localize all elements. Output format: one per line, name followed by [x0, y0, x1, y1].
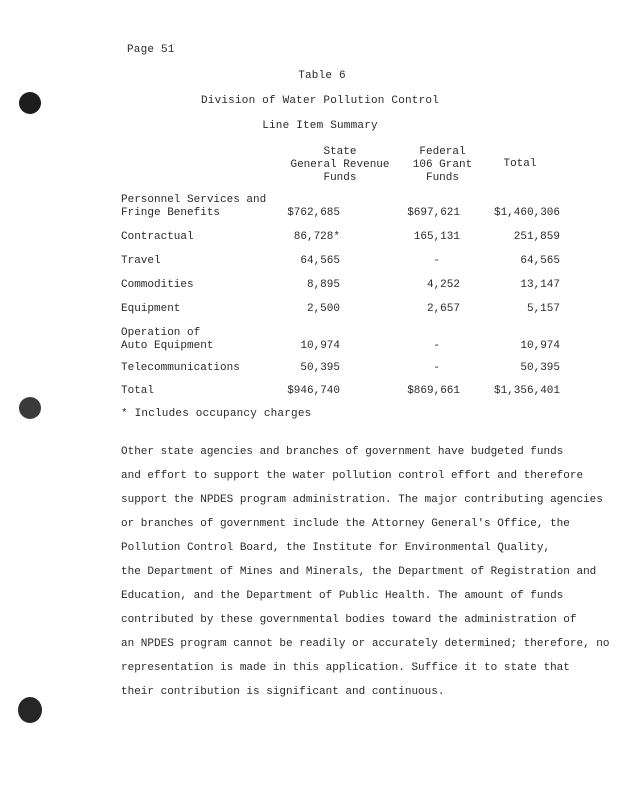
paragraph-line: and effort to support the water pollution control effort and therefore — [121, 470, 584, 482]
punch-hole-top — [19, 92, 41, 114]
table-number: Table 6 — [298, 70, 346, 82]
cell-total: 64,565 — [520, 255, 560, 267]
cell-state: 2,500 — [306, 303, 340, 315]
paragraph-line: the Department of Mines and Minerals, the Department of Registration and — [121, 566, 597, 578]
column-header-state-line: Funds — [323, 172, 357, 184]
page-number: Page 51 — [127, 44, 175, 56]
cell-state: $946,740 — [287, 385, 340, 397]
punch-hole-bottom — [18, 697, 42, 723]
row-label-line: Fringe Benefits — [121, 207, 221, 219]
row-label-line: Auto Equipment — [121, 340, 214, 352]
paragraph-line: or branches of government include the Attorney General's Office, the — [121, 518, 570, 530]
table-row-label: Total — [121, 385, 155, 397]
table-footnote: * Includes occupancy charges — [121, 408, 312, 420]
paragraph-line: their contribution is significant and continuous. — [121, 686, 445, 698]
cell-state: $762,685 — [287, 207, 340, 219]
paragraph-line: Pollution Control Board, the Institute for Environmental Quality, — [121, 542, 551, 554]
paragraph-line: an NPDES program cannot be readily or accurately determined; therefore, no — [121, 638, 610, 650]
column-header-total: Total — [503, 158, 537, 170]
cell-total: 50,395 — [520, 362, 560, 374]
punch-hole-middle — [19, 397, 41, 419]
cell-federal: 165,131 — [413, 231, 460, 243]
table-subtitle: Line Item Summary — [262, 120, 378, 132]
table-row-label — [121, 327, 213, 353]
cell-total: 5,157 — [526, 303, 560, 315]
table-row-label: Travel — [121, 255, 161, 267]
row-label-line: Personnel Services and — [121, 194, 267, 206]
cell-federal: 4,252 — [426, 279, 460, 291]
column-header-state — [285, 146, 395, 185]
cell-total: 251,859 — [513, 231, 560, 243]
table-row-label: Commodities — [121, 279, 194, 291]
cell-state: 86,728* — [293, 231, 340, 243]
cell-total: 13,147 — [520, 279, 560, 291]
column-header-federal-line: 106 Grant — [412, 159, 473, 171]
cell-federal: - — [433, 362, 440, 374]
paragraph-line: contributed by these governmental bodies toward the administration of — [121, 614, 577, 626]
cell-total: $1,460,306 — [493, 207, 560, 219]
paragraph-line: Education, and the Department of Public Health. The amount of funds — [121, 590, 564, 602]
cell-state: 10,974 — [300, 340, 340, 352]
cell-state: 8,895 — [306, 279, 340, 291]
cell-federal: - — [433, 340, 440, 352]
paragraph-line: representation is made in this application. Suffice it to state that — [121, 662, 570, 674]
column-header-federal-line: Federal — [419, 146, 466, 158]
cell-federal: - — [433, 255, 440, 267]
cell-state: 50,395 — [300, 362, 340, 374]
table-row-label: Telecommunications — [121, 362, 240, 374]
paragraph-line: Other state agencies and branches of government have budgeted funds — [121, 446, 564, 458]
cell-total: 10,974 — [520, 340, 560, 352]
column-header-federal — [400, 146, 485, 185]
column-header-federal-line: Funds — [425, 172, 459, 184]
row-label-line: Operation of — [121, 327, 201, 339]
cell-federal: $697,621 — [407, 207, 460, 219]
paragraph-line: support the NPDES program administration. The major contributing agencies — [121, 494, 603, 506]
column-header-state-line: State — [323, 146, 357, 158]
cell-federal: $869,661 — [407, 385, 460, 397]
cell-state: 64,565 — [300, 255, 340, 267]
table-row-label: Equipment — [121, 303, 181, 315]
cell-federal: 2,657 — [426, 303, 460, 315]
table-title: Division of Water Pollution Control — [200, 95, 440, 107]
table-row-label — [121, 194, 266, 220]
cell-total: $1,356,401 — [493, 385, 560, 397]
column-header-state-line: General Revenue — [290, 159, 390, 171]
table-row-label: Contractual — [121, 231, 194, 243]
